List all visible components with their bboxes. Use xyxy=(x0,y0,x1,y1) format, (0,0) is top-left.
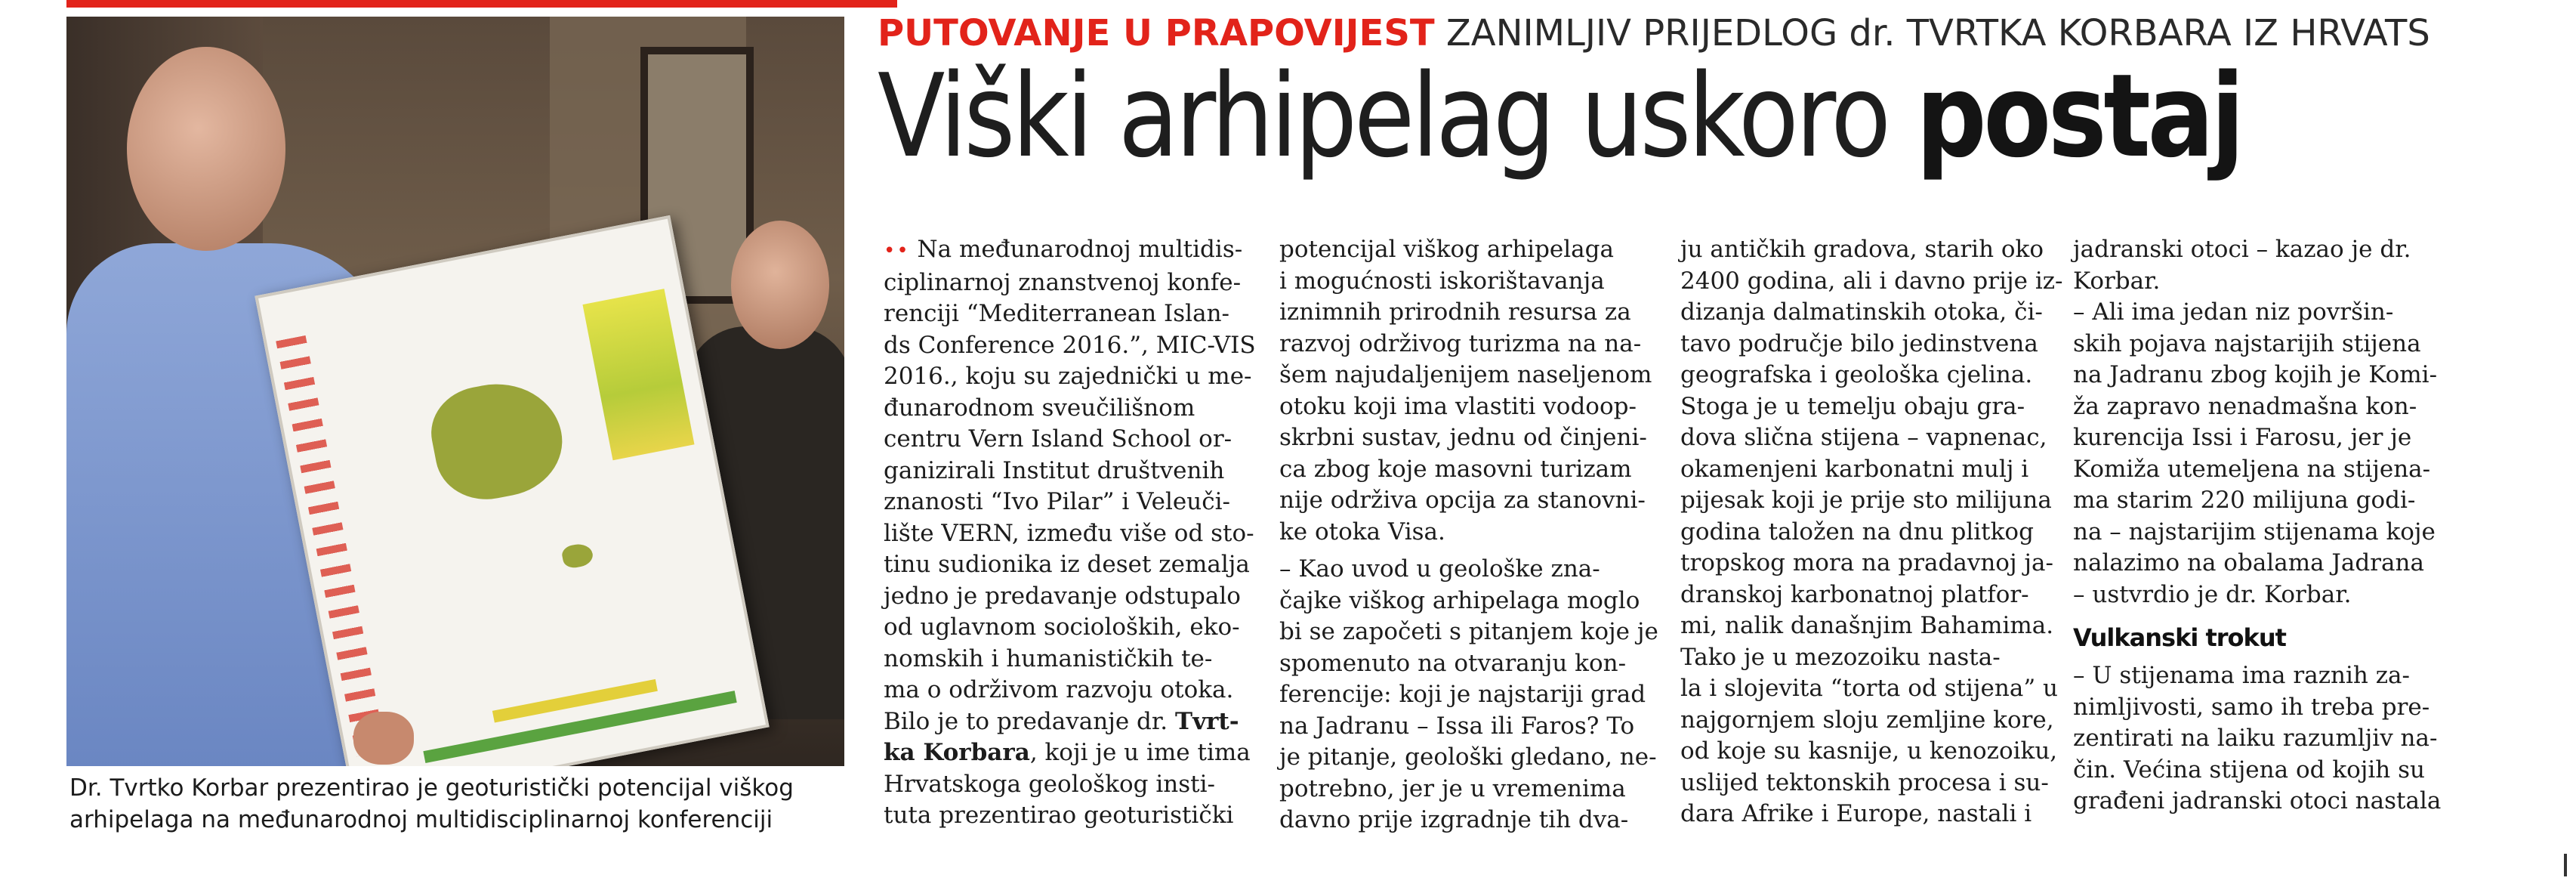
text-line: ca zbog koje masovni turizam xyxy=(1279,455,1632,483)
text-line: Bilo je to predavanje dr. Tvrt- xyxy=(884,707,1239,735)
poster-islet-shape xyxy=(560,542,594,570)
text-line: ciplinarnoj znanstvenoj konfe- xyxy=(884,268,1242,296)
headline-regular: Viški arhipelag uskoro xyxy=(878,49,1917,183)
text-line: lište VERN, između više od sto- xyxy=(884,519,1254,547)
text-line: dara Afrike i Europe, nastali i xyxy=(1680,800,2032,827)
text-line: uslijed tektonskih procesa i su- xyxy=(1680,768,2049,796)
article-column-3 xyxy=(1680,234,2063,830)
text-line: ferencije: koji je najstariji grad xyxy=(1279,681,1646,708)
text-line: je pitanje, geološki gledano, ne- xyxy=(1279,743,1657,771)
text-line: tropskog mora na pradavnoj ja- xyxy=(1680,549,2054,576)
text-line: ds Conference 2016.”, MIC-VIS xyxy=(884,331,1256,359)
text-line: Stoga je u temelju obaju gra- xyxy=(1680,392,2025,420)
text-line: la i slojevita “torta od stijena” u xyxy=(1680,675,2058,702)
text-line: zentirati na laiku razumljiv na- xyxy=(2073,725,2438,752)
text-line: pijesak koji je prije sto milijuna xyxy=(1680,487,2052,514)
text-line: najgornjem sloju zemljine kore, xyxy=(1680,706,2054,734)
text-line: dranskoj karbonatnoj platfor- xyxy=(1680,580,2029,608)
text-line: •• Na međunarodnoj multidis- xyxy=(884,236,1243,263)
text-line: otoku koji ima vlastiti vodoop- xyxy=(1279,392,1637,420)
text-line: ganizirali Institut društvenih xyxy=(884,456,1225,484)
text-line: od koje su kasnije, u kenozoiku, xyxy=(1680,737,2058,765)
article-column-4 xyxy=(2073,234,2466,817)
text-line: tavo područje bilo jedinstvena xyxy=(1680,329,2038,357)
photo-caption xyxy=(69,772,847,836)
headline-bold: postaj xyxy=(1916,49,2241,183)
headline xyxy=(878,48,2241,184)
text-line: dova slična stijena – vapnenac, xyxy=(1680,424,2047,451)
text-line: i mogućnosti iskorištavanja xyxy=(1279,267,1605,295)
text-line: građeni jadranski otoci nastala xyxy=(2073,787,2442,814)
text-line: nalazimo na obalama Jadrana xyxy=(2073,549,2424,576)
text-line: dizanja dalmatinskih otoka, či- xyxy=(1680,298,2043,326)
article-column-1 xyxy=(884,234,1254,832)
text-line: ke otoka Visa. xyxy=(1279,518,1445,545)
text-line: Komiža utemeljena na stijena- xyxy=(2073,455,2431,483)
text-line: nomskih i humanističkih te- xyxy=(884,644,1213,672)
text-line: Korbar. xyxy=(2073,267,2161,295)
text-line: 2400 godina, ali i davno prije iz- xyxy=(1680,267,2063,295)
text-line: – U stijenama ima raznih za- xyxy=(2073,662,2411,689)
text-line: bi se započeti s pitanjem koje je xyxy=(1279,618,1658,645)
article-column-2 xyxy=(1279,234,1657,836)
text-line: geografska i geološka cjelina. xyxy=(1680,361,2033,388)
photo-speaker-head xyxy=(127,47,285,251)
text-line: čajke viškog arhipelaga moglo xyxy=(1279,586,1640,614)
kicker-label: PUTOVANJE U PRAPOVIJEST xyxy=(878,12,1435,54)
text-line: Tako je u mezozoiku nasta- xyxy=(1680,643,2001,671)
text-line: tinu sudionika iz deset zemalja xyxy=(884,551,1250,578)
bullet-marker: •• xyxy=(884,240,910,262)
text-line: od uglavnom socioloških, eko- xyxy=(884,613,1240,641)
text-line: ma starim 220 milijuna godi- xyxy=(2073,487,2416,514)
caption-line: Dr. Tvrtko Korbar prezentirao je geoturistički potencijal viškog xyxy=(69,774,794,802)
text-line: iznimnih prirodnih resursa za xyxy=(1279,298,1631,326)
text-line: – Ali ima jedan niz površin- xyxy=(2073,298,2394,326)
photo-hand xyxy=(353,712,414,765)
text-line: renciji “Mediterranean Islan- xyxy=(884,300,1230,327)
text-line: jadranski otoci – kazao je dr. xyxy=(2073,236,2411,263)
text-line: centru Vern Island School or- xyxy=(884,425,1232,453)
text-line: 2016., koju su zajednički u me- xyxy=(884,363,1252,390)
text-line: ka Korbara, koji je u ime tima xyxy=(884,739,1251,766)
text-line: skih pojava najstarijih stijena xyxy=(2073,329,2421,357)
text-line: na – najstarijim stijenama koje xyxy=(2073,518,2436,545)
text-line: kurencija Issi i Farosu, jer je xyxy=(2073,424,2412,451)
text-line: – Kao uvod u geološke zna- xyxy=(1279,555,1600,583)
text-line: godina taložen na dnu plitkog xyxy=(1680,518,2034,545)
text-line: na Jadranu – Issa ili Faros? To xyxy=(1279,712,1635,740)
kicker-subtitle: ZANIMLJIV PRIJEDLOG dr. TVRTKA KORBARA IZ HRVATS xyxy=(1445,12,2430,54)
text-line: – ustvrdio je dr. Korbar. xyxy=(2073,580,2352,608)
text-line: šem najudaljenijem naseljenom xyxy=(1279,361,1652,388)
poster-island-shape xyxy=(424,372,571,508)
text-line: tuta prezentirao geoturistički xyxy=(884,802,1234,829)
text-line: potencijal viškog arhipelaga xyxy=(1279,236,1614,263)
text-line: nije održiva opcija za stanovni- xyxy=(1279,487,1646,514)
text-line: nimljivosti, samo ih treba pre- xyxy=(2073,693,2430,721)
text-line: Hrvatskoga geološkog insti- xyxy=(884,770,1215,798)
text-line: potrebno, jer je u vremenima xyxy=(1279,774,1626,802)
author-name-part: Tvrt- xyxy=(1175,707,1239,735)
article-photo xyxy=(66,17,844,766)
text-line: davno prije izgradnje tih dva- xyxy=(1279,806,1629,833)
text-line: znanosti “Ivo Pilar” i Veleuči- xyxy=(884,488,1230,515)
text-line: ju antičkih gradova, starih oko xyxy=(1680,236,2044,263)
text-line: ma o održivom razvoju otoka. xyxy=(884,676,1234,703)
page-edge-mark xyxy=(2564,854,2567,876)
text-line: čin. Većina stijena od kojih su xyxy=(2073,756,2425,783)
top-accent-rule xyxy=(66,0,897,8)
text-line: đunarodnom sveučilišnom xyxy=(884,394,1195,422)
text-line: razvoj održivog turizma na na- xyxy=(1279,329,1642,357)
poster-color-legend xyxy=(582,289,694,460)
photo-second-person-head xyxy=(731,221,829,349)
text-line: jedno je predavanje odstupalo xyxy=(884,582,1241,610)
text-line: mi, nalik današnjim Bahamima. xyxy=(1680,612,2054,639)
text-line: ža zapravo nenadmašna kon- xyxy=(2073,392,2417,420)
text-line: okamenjeni karbonatni mulj i xyxy=(1680,455,2029,483)
text-line: skrbni sustav, jednu od činjeni- xyxy=(1279,424,1647,451)
caption-line: arhipelaga na međunarodnoj multidisciplinarnoj konferenciji xyxy=(69,806,773,833)
text-line: na Jadranu zbog kojih je Komi- xyxy=(2073,361,2438,388)
text-line: spomenuto na otvaranju kon- xyxy=(1279,649,1627,677)
subheading: Vulkanski trokut xyxy=(2073,623,2286,652)
author-name-part: ka Korbara xyxy=(884,739,1030,766)
